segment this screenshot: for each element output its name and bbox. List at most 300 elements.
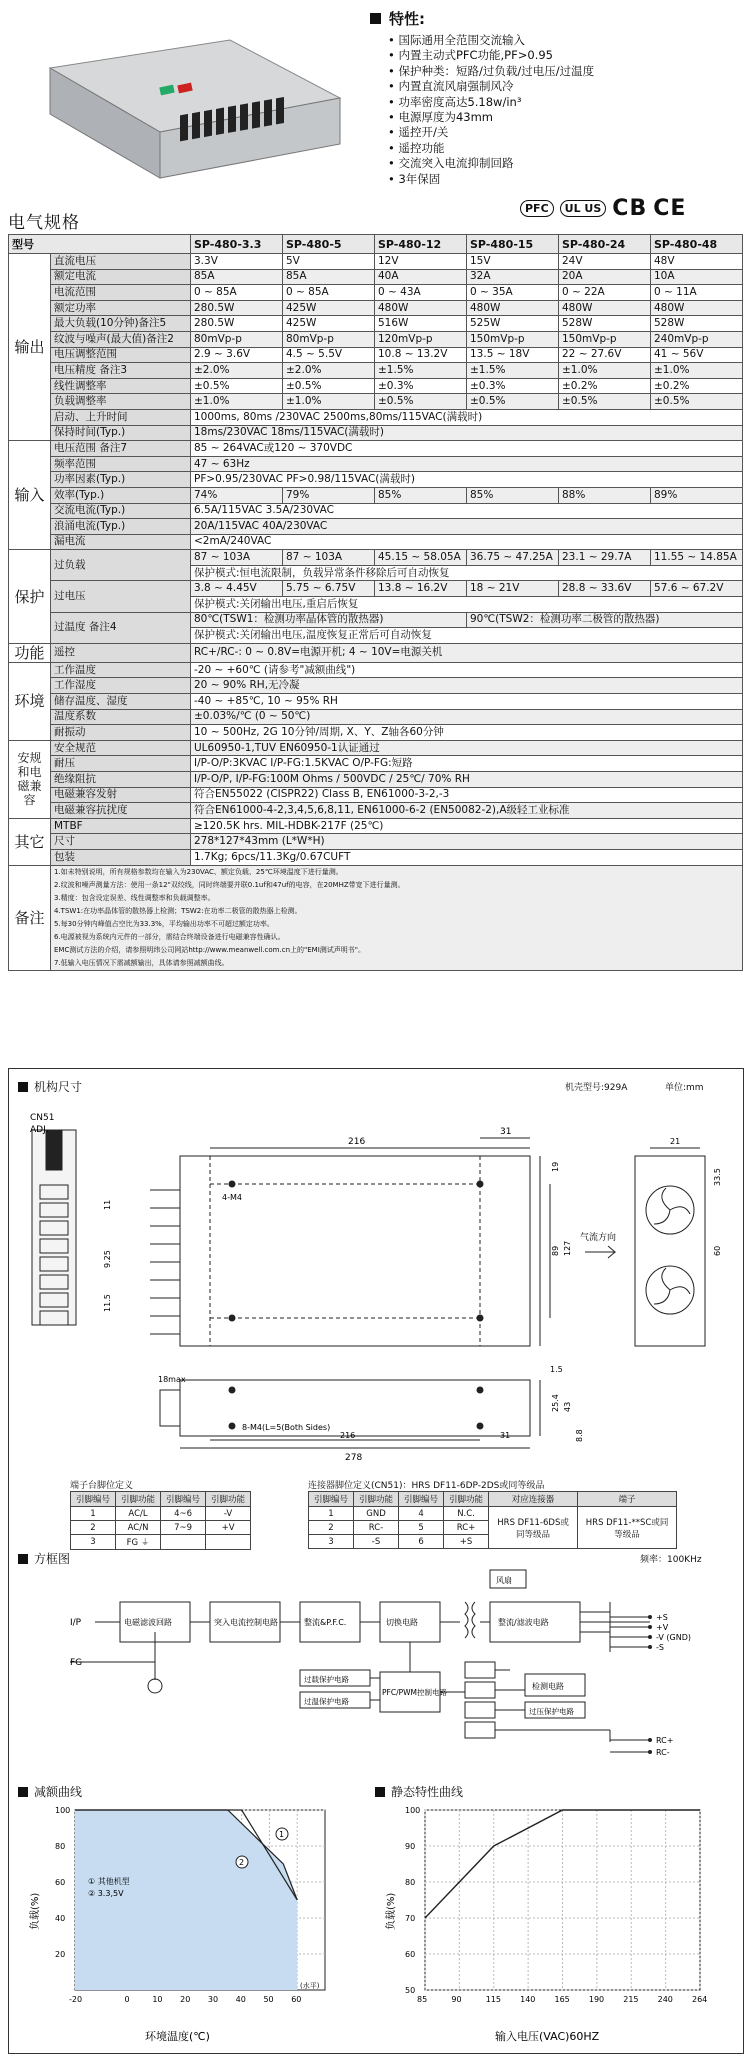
section-label: 其它	[9, 818, 51, 865]
certification-marks	[520, 196, 686, 221]
fan-label: 风扇	[496, 1576, 512, 1585]
derating-y-tick: 60	[55, 1878, 66, 1887]
section-label: 保护	[9, 550, 51, 644]
dim-278: 278	[345, 1453, 363, 1463]
spec-value: 480W	[467, 300, 559, 316]
spec-value: 5V	[283, 254, 375, 270]
spec-value: 80mVp-p	[191, 331, 283, 347]
spec-value: 87 ~ 103A	[191, 550, 283, 566]
model-name: SP-480-12	[375, 235, 467, 254]
model-name: SP-480-3.3	[191, 235, 283, 254]
spec-value: 0 ~ 43A	[375, 285, 467, 301]
terminal-block-view	[32, 1130, 76, 1325]
spec-value: 36.75 ~ 47.25A	[467, 550, 559, 566]
spec-value: 18ms/230VAC 18ms/115VAC(满载时)	[191, 425, 743, 441]
spec-label: 最大负载(10分钟)备注5	[51, 316, 191, 332]
derating-x-tick: 30	[207, 1995, 219, 2004]
spec-value: 20A/115VAC 40A/230VAC	[191, 519, 743, 535]
block-section-header: 方框图	[18, 1550, 70, 1567]
dim-43: 43	[563, 1401, 572, 1412]
emi-label: 电磁滤波回路	[124, 1618, 172, 1627]
feature-item: • 3年保固	[388, 172, 740, 187]
rc-plus: RC+	[656, 1736, 674, 1745]
th: 引脚编号	[399, 1492, 444, 1507]
cell: FG ⏚	[116, 1535, 161, 1550]
spec-value: 15V	[467, 254, 559, 270]
dim-31-side: 31	[500, 1431, 511, 1440]
spec-table	[8, 234, 743, 971]
cell: RC-	[354, 1521, 399, 1535]
spec-value: 280.5W	[191, 300, 283, 316]
mate-terminal: HRS DF11-**SC或同等级品	[578, 1507, 677, 1549]
spec-value: 425W	[283, 316, 375, 332]
spec-value: 24V	[559, 254, 651, 270]
derating-hint: (水平)	[300, 1982, 320, 1990]
spec-value: ±1.0%	[191, 394, 283, 410]
cell: +V	[206, 1521, 251, 1535]
feature-item: • 遥控功能	[388, 141, 740, 156]
static-x-tick: 215	[623, 1995, 639, 2004]
rectout-label: 整流/滤波电路	[498, 1618, 549, 1627]
spec-label: 效率(Typ.)	[51, 487, 191, 503]
static-y-tick: 50	[405, 1986, 416, 1995]
derating-area	[75, 1810, 297, 1990]
spec-value: -20 ~ +60℃ (请参考"减额曲线")	[191, 662, 743, 678]
spec-value: 480W	[375, 300, 467, 316]
cn51-label: CN51	[30, 1113, 55, 1123]
spec-value: 10.8 ~ 13.2V	[375, 347, 467, 363]
spec-value: 符合EN61000-4-2,3,4,5,6,8,11, EN61000-6-2 (EN50082-2),A级轻工业标准	[191, 803, 743, 819]
spec-label: 交流电流(Typ.)	[51, 503, 191, 519]
spec-value: 87 ~ 103A	[283, 550, 375, 566]
spec-label: 纹波与噪声(最大值)备注2	[51, 331, 191, 347]
spec-value: 528W	[651, 316, 743, 332]
spec-value: ±0.5%	[283, 378, 375, 394]
spec-value: 525W	[467, 316, 559, 332]
notes-cell	[51, 865, 743, 970]
unit-label: 单位:mm	[665, 1083, 704, 1093]
spec-label: 频率范围	[51, 456, 191, 472]
derating-ylabel: 负载(%)	[30, 1892, 41, 1930]
spec-label: 过电压	[51, 581, 191, 612]
note-line: 6.电源被视为系统内元件的一部分，需结合终端设备进行电磁兼容性确认。	[54, 932, 285, 941]
spec-label: 功率因素(Typ.)	[51, 472, 191, 488]
mate-connector: HRS DF11-6DS或同等级品	[489, 1507, 578, 1549]
spec-label: 电磁兼容抗扰度	[51, 803, 191, 819]
spec-value: 480W	[559, 300, 651, 316]
derating-y-tick: 100	[55, 1806, 71, 1815]
spec-label: 电压范围 备注7	[51, 441, 191, 457]
static-chart	[380, 1800, 730, 2050]
spec-value: -40 ~ +85℃, 10 ~ 95% RH	[191, 694, 743, 710]
model-name: SP-480-24	[559, 235, 651, 254]
out-minus-s: -S	[656, 1643, 664, 1652]
out-plus-v: +V	[656, 1623, 669, 1632]
derating-x-tick: 50	[263, 1995, 274, 2004]
spec-value: 240mVp-p	[651, 331, 743, 347]
static-x-tick: 190	[588, 1995, 605, 2004]
pfc-mark: PFC	[520, 200, 554, 217]
features-block	[370, 8, 740, 187]
dim-9-25: 9.25	[103, 1250, 112, 1268]
spec-value: 280.5W	[191, 316, 283, 332]
airflow-arrow-icon	[585, 1246, 615, 1258]
spec-value: 57.6 ~ 67.2V	[651, 581, 743, 597]
spec-value: 45.15 ~ 58.05A	[375, 550, 467, 566]
spec-note: 保护模式:关闭输出电压,温度恢复正常后可自动恢复	[191, 628, 743, 644]
spec-value: ±1.5%	[467, 363, 559, 379]
spec-value: RC+/RC-: 0 ~ 0.8V=电源开机; 4 ~ 10V=电源关机	[191, 643, 743, 662]
spec-label: 耐压	[51, 756, 191, 772]
section-label: 备注	[9, 865, 51, 970]
static-ylabel: 负载(%)	[386, 1892, 397, 1930]
cell: -V	[206, 1507, 251, 1521]
spec-label: 电磁兼容发射	[51, 787, 191, 803]
spec-value: 516W	[375, 316, 467, 332]
spec-value: ≥120.5K hrs. MIL-HDBK-217F (25℃)	[191, 818, 743, 834]
spec-value: 85 ~ 264VAC或120 ~ 370VDC	[191, 441, 743, 457]
ce-mark: CE	[653, 196, 687, 221]
dim-31-top: 31	[500, 1127, 512, 1137]
cell: 3	[309, 1535, 354, 1549]
ip-label: I/P	[70, 1618, 82, 1628]
static-x-tick: 165	[554, 1995, 570, 2004]
spec-label: 过负载	[51, 550, 191, 581]
spec-label: 工作温度	[51, 662, 191, 678]
inrush-label: 突入电流控制电路	[214, 1618, 278, 1627]
spec-value: ±0.5%	[651, 394, 743, 410]
spec-value: ±1.0%	[559, 363, 651, 379]
section-label: 环境	[9, 662, 51, 740]
spec-value: ±0.5%	[467, 394, 559, 410]
note-line: 1.如未特别说明，所有规格参数均在输入为230VAC、额定负载、25℃环境温度下进行量测。	[54, 867, 343, 876]
spec-label: 储存温度、湿度	[51, 694, 191, 710]
static-y-tick: 60	[405, 1950, 416, 1959]
spec-value: 22 ~ 27.6V	[559, 347, 651, 363]
rect-label: 整流&P.F.C.	[304, 1618, 347, 1627]
spec-value: 13.5 ~ 18V	[467, 347, 559, 363]
derating-y-tick: 40	[55, 1914, 66, 1923]
spec-value: 74%	[191, 487, 283, 503]
dim-216-top: 216	[348, 1137, 366, 1147]
product-image	[40, 28, 350, 198]
dim-216-side: 216	[340, 1431, 356, 1440]
th: 引脚编号	[71, 1492, 116, 1507]
spec-value: 符合EN55022 (CISPR22) Class B, EN61000-3-2,-3	[191, 787, 743, 803]
ground-icon	[148, 1679, 162, 1693]
spec-label: 额定电流	[51, 269, 191, 285]
th: 引脚功能	[354, 1492, 399, 1507]
pfc-label: PFC/PWM控制电路	[382, 1688, 448, 1697]
connector-pin-table	[308, 1491, 677, 1549]
spec-value: 0 ~ 11A	[651, 285, 743, 301]
spec-label: MTBF	[51, 818, 191, 834]
spec-label: 额定功率	[51, 300, 191, 316]
power-supply-illustration	[40, 28, 350, 198]
cell: 6	[399, 1535, 444, 1549]
spec-value: 150mVp-p	[467, 331, 559, 347]
spec-note: 保护模式:恒电流限制，负载异常条件移除后可自动恢复	[191, 565, 743, 581]
spec-label: 绝缘阻抗	[51, 772, 191, 788]
terminal-pin-table	[70, 1491, 251, 1550]
spec-note: 保护模式:关闭输出电压,重启后恢复	[191, 597, 743, 613]
cell: +S	[444, 1535, 489, 1549]
spec-label: 电压调整范围	[51, 347, 191, 363]
note-line: 5.每30分钟内峰值占空比为33.3%，平均输出功率不可超过额定功率。	[54, 919, 274, 928]
dim-8-8: 8.8	[575, 1429, 584, 1442]
derating-x-tick: 40	[235, 1995, 246, 2004]
cell: 2	[309, 1521, 354, 1535]
spec-value: ±1.0%	[283, 394, 375, 410]
th: 引脚功能	[116, 1492, 161, 1507]
spec-value: 88%	[559, 487, 651, 503]
model-name: SP-480-48	[651, 235, 743, 254]
static-y-tick: 80	[405, 1878, 416, 1887]
airflow-label: 气流方向	[580, 1233, 617, 1243]
th: 引脚功能	[206, 1492, 251, 1507]
feature-item: • 功率密度高达5.18w/in³	[388, 95, 740, 110]
spec-label: 安全规范	[51, 740, 191, 756]
cell: RC+	[444, 1521, 489, 1535]
feature-item: • 内置主动式PFC功能,PF>0.95	[388, 48, 740, 63]
spec-value: 4.5 ~ 5.5V	[283, 347, 375, 363]
section-label: 功能	[9, 643, 51, 662]
section-label: 输出	[9, 254, 51, 441]
spec-value: ±0.3%	[467, 378, 559, 394]
feature-item: • 内置直流风扇强制风冷	[388, 79, 740, 94]
spec-value: 32A	[467, 269, 559, 285]
derating-x-tick: -20	[69, 1995, 83, 2004]
spec-value: 79%	[283, 487, 375, 503]
spec-value: 85A	[283, 269, 375, 285]
spec-label: 保持时间(Typ.)	[51, 425, 191, 441]
spec-label: 温度系数	[51, 709, 191, 725]
note-line: 4.TSW1:在功率晶体管的散热器上检测；TSW2:在功率二极管的散热器上检测。	[54, 906, 302, 915]
spec-value: 80mVp-p	[283, 331, 375, 347]
spec-value: 120mVp-p	[375, 331, 467, 347]
spec-value: 12V	[375, 254, 467, 270]
spec-value: 528W	[559, 316, 651, 332]
spec-label: 启动、上升时间	[51, 409, 191, 425]
switching-frequency: 频率：100KHz	[640, 1555, 702, 1565]
spec-value: 41 ~ 56V	[651, 347, 743, 363]
note-line: 2.纹波和噪声测量方法：使用一条12"双绞线，同时终端要并联0.1uf和47uf的电容，在20MHZ带宽下进行量测。	[54, 880, 405, 889]
dim-127: 127	[563, 1240, 572, 1256]
derating-x-tick: 60	[291, 1995, 302, 2004]
spec-value: 10 ~ 500Hz, 2G 10分钟/周期, X、Y、Z轴各60分钟	[191, 725, 743, 741]
section-label: 输入	[9, 441, 51, 550]
static-xlabel: 输入电压(VAC)60HZ	[495, 2030, 600, 2043]
dim-11: 11	[103, 1199, 112, 1210]
cell	[206, 1535, 251, 1550]
rc-minus: RC-	[656, 1748, 670, 1757]
spec-value: I/P-O/P:3KVAC I/P-FG:1.5KVAC O/P-FG:短路	[191, 756, 743, 772]
static-y-tick: 90	[405, 1842, 416, 1851]
cell: AC/L	[116, 1507, 161, 1521]
top-view	[150, 1138, 550, 1346]
spec-value: ±0.3%	[375, 378, 467, 394]
spec-value: 150mVp-p	[559, 331, 651, 347]
spec-value: UL60950-1,TUV EN60950-1认证通过	[191, 740, 743, 756]
spec-value: 90℃(TSW2：检测功率二极管的散热器)	[467, 612, 743, 628]
cell: AC/N	[116, 1521, 161, 1535]
spec-label: 负载调整率	[51, 394, 191, 410]
note-line: 3.精度：包含设定误差、线性调整率和负载调整率。	[54, 893, 215, 902]
spec-value: 0 ~ 85A	[191, 285, 283, 301]
static-x-tick: 240	[657, 1995, 673, 2004]
cell: 2	[71, 1521, 116, 1535]
spec-label: 直流电压	[51, 254, 191, 270]
th: 引脚功能	[444, 1492, 489, 1507]
dim-18max: 18max	[158, 1375, 186, 1384]
otp-label: 过温保护电路	[304, 1697, 349, 1706]
th: 对应连接器	[489, 1492, 578, 1507]
spec-value: ±0.03%/℃ (0 ~ 50℃)	[191, 709, 743, 725]
cell	[161, 1535, 206, 1550]
spec-value: 85%	[467, 487, 559, 503]
spec-value: 85%	[375, 487, 467, 503]
static-y-tick: 100	[405, 1806, 421, 1815]
spec-label: 遥控	[51, 643, 191, 662]
ovp-label: 过压保护电路	[529, 1707, 574, 1716]
spec-value: ±2.0%	[191, 363, 283, 379]
static-x-tick: 140	[520, 1995, 536, 2004]
section-label: 安规和电磁兼容	[9, 740, 51, 818]
dim-89: 89	[551, 1245, 560, 1256]
cell: 4	[399, 1507, 444, 1521]
spec-value: 1000ms, 80ms /230VAC 2500ms,80ms/115VAC(满载时)	[191, 409, 743, 425]
spec-label: 漏电流	[51, 534, 191, 550]
derating-legend-2: ② 3.3,5V	[88, 1889, 124, 1898]
dim-60: 60	[713, 1245, 722, 1256]
note-line: EMC测试方法的介绍，请参照明纬公司网站http://www.meanwell.com.cn上的"EMI测试声明书"。	[54, 945, 365, 954]
static-x-tick: 115	[485, 1995, 502, 2004]
spec-value: I/P-O/P, I/P-FG:100M Ohms / 500VDC / 25℃/ 70% RH	[191, 772, 743, 788]
spec-value: 0 ~ 85A	[283, 285, 375, 301]
cell: 5	[399, 1521, 444, 1535]
spec-value: 48V	[651, 254, 743, 270]
cell: -S	[354, 1535, 399, 1549]
derating-chart	[20, 1800, 360, 2050]
spec-value: 10A	[651, 269, 743, 285]
mechanical-drawing	[10, 1090, 740, 1470]
dim-1-5: 1.5	[550, 1365, 563, 1374]
block-diagram	[10, 1562, 740, 1762]
fan-side-view	[635, 1148, 705, 1346]
m4-holes-top: 4-M4	[222, 1193, 242, 1202]
spec-value: 80℃(TSW1：检测功率晶体管的散热器)	[191, 612, 467, 628]
curve-marker-1-label: 1	[279, 1830, 285, 1839]
curve-marker-2-label: 2	[239, 1858, 245, 1867]
dim-11-5: 11.5	[103, 1294, 112, 1312]
cell: 1	[71, 1507, 116, 1521]
spec-label: 工作湿度	[51, 678, 191, 694]
derating-y-tick: 20	[55, 1950, 66, 1959]
case-number: 机壳型号:929A	[565, 1083, 628, 1093]
derating-x-tick: 0	[124, 1995, 130, 2004]
spec-value: 13.8 ~ 16.2V	[375, 581, 467, 597]
feature-item: • 电源厚度为43mm	[388, 110, 740, 125]
spec-value: 1.7Kg; 6pcs/11.3Kg/0.67CUFT	[191, 849, 743, 865]
static-x-tick: 85	[417, 1995, 428, 2004]
spec-value: 3.3V	[191, 254, 283, 270]
spec-value: 425W	[283, 300, 375, 316]
derating-y-tick: 80	[55, 1842, 66, 1851]
switch-label: 切换电路	[386, 1618, 418, 1627]
spec-label: 电流范围	[51, 285, 191, 301]
out-plus-s: +S	[656, 1613, 668, 1622]
model-label: 型号	[9, 235, 191, 254]
cell: 1	[309, 1507, 354, 1521]
derating-x-tick: 20	[180, 1995, 191, 2004]
spec-value: 2.9 ~ 3.6V	[191, 347, 283, 363]
m4-holes-side: 8-M4(L=5(Both Sides)	[242, 1423, 331, 1432]
spec-label: 浪涌电流(Typ.)	[51, 519, 191, 535]
spec-value: 40A	[375, 269, 467, 285]
terminal-table-title: 端子台脚位定义	[70, 1481, 134, 1491]
ul-mark: UL US	[560, 200, 607, 217]
spec-value: 20A	[559, 269, 651, 285]
feature-item: • 保护种类：短路/过负载/过电压/过温度	[388, 64, 740, 79]
connector-table-title: 连接器脚位定义(CN51)：HRS DF11-6DP-2DS或同等级品	[308, 1481, 545, 1491]
cb-mark: CB	[612, 196, 648, 221]
feature-item: • 交流突入电流抑制回路	[388, 156, 740, 171]
detect-label: 检测电路	[532, 1682, 564, 1691]
features-title: 特性:	[370, 8, 740, 29]
mech-section-header: 机构尺寸	[18, 1078, 82, 1095]
spec-value: ±2.0%	[283, 363, 375, 379]
features-list	[370, 33, 740, 187]
static-x-tick: 264	[692, 1995, 708, 2004]
spec-value: PF>0.95/230VAC PF>0.98/115VAC(满载时)	[191, 472, 743, 488]
spec-value: ±1.0%	[651, 363, 743, 379]
dim-19: 19	[551, 1161, 560, 1172]
olp-label: 过载保护电路	[304, 1675, 349, 1684]
cell: 4~6	[161, 1507, 206, 1521]
spec-value: 11.55 ~ 14.85A	[651, 550, 743, 566]
spec-value: ±0.5%	[375, 394, 467, 410]
spec-label: 包装	[51, 849, 191, 865]
spec-value: 85A	[191, 269, 283, 285]
out-minus-v: -V (GND)	[656, 1633, 692, 1642]
cell: 7~9	[161, 1521, 206, 1535]
th: 引脚编号	[309, 1492, 354, 1507]
spec-value: 3.8 ~ 4.45V	[191, 581, 283, 597]
spec-value: ±0.2%	[559, 378, 651, 394]
static-y-tick: 70	[405, 1914, 416, 1923]
cell: 3	[71, 1535, 116, 1550]
spec-label: 线性调整率	[51, 378, 191, 394]
model-name: SP-480-15	[467, 235, 559, 254]
dim-21: 21	[670, 1137, 681, 1146]
feature-item: • 国际通用全范围交流输入	[388, 33, 740, 48]
spec-value: ±0.2%	[651, 378, 743, 394]
static-x-tick: 90	[451, 1995, 462, 2004]
dim-33-5: 33.5	[713, 1168, 722, 1186]
spec-value: 20 ~ 90% RH,无冷凝	[191, 678, 743, 694]
spec-value: 0 ~ 35A	[467, 285, 559, 301]
spec-value: 5.75 ~ 6.75V	[283, 581, 375, 597]
spec-value: 18 ~ 21V	[467, 581, 559, 597]
spec-value: ±0.5%	[191, 378, 283, 394]
feature-item: • 遥控开/关	[388, 125, 740, 140]
spec-label: 耐振动	[51, 725, 191, 741]
spec-value: <2mA/240VAC	[191, 534, 743, 550]
fg-label: FG	[70, 1658, 83, 1668]
th: 端子	[578, 1492, 677, 1507]
cell: N.C.	[444, 1507, 489, 1521]
derating-xlabel: 环境温度(℃)	[145, 2030, 210, 2043]
